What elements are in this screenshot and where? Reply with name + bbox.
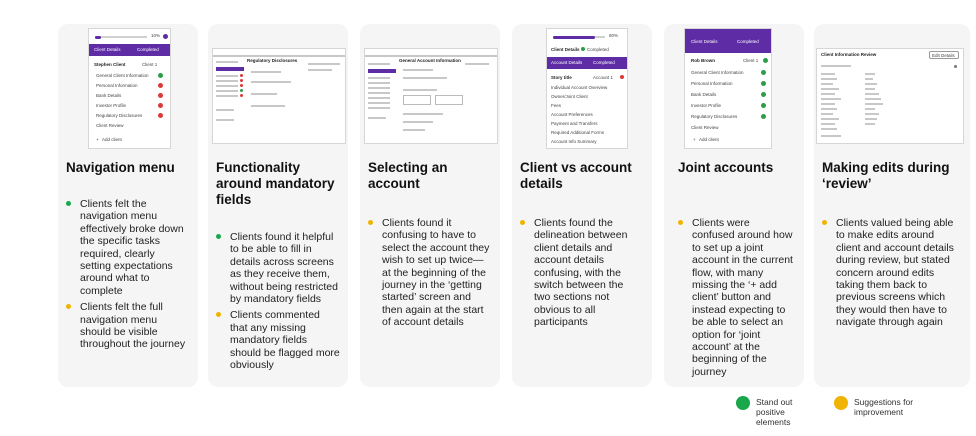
incomplete-status-icon — [158, 83, 163, 88]
menu-item[interactable]: Client Review — [96, 123, 124, 128]
section-heading: Client Information Review — [821, 52, 877, 57]
top-nav — [213, 55, 346, 57]
menu-item[interactable]: Personal Information — [691, 81, 733, 86]
column-client-vs-account — [512, 24, 652, 387]
menu-item[interactable]: Required Additional Forms — [551, 130, 605, 135]
bullet-list — [678, 217, 794, 382]
header-label: Account Details — [551, 60, 583, 65]
menu-item[interactable]: Personal Information — [96, 83, 138, 88]
menu-item[interactable]: Bank Details — [96, 93, 122, 98]
complete-status-icon — [761, 103, 766, 108]
improvement-dot-icon — [822, 220, 827, 225]
section-heading: Regulatory Disclosures — [247, 58, 298, 63]
sidebar-heading — [216, 61, 238, 63]
sidebar-active-item[interactable] — [368, 69, 396, 73]
bullet-list — [822, 217, 958, 333]
account-name: Story title — [551, 75, 572, 80]
complete-status-icon — [761, 81, 766, 86]
bullet-text: Clients found it confusing to have to select the account they wish to set up twice—at the beginning of the journey in the ‘getting started’ screen and then again at the start of account details — [382, 217, 490, 329]
menu-item[interactable]: Owner/Joint Client — [551, 94, 588, 99]
bullet-list — [216, 231, 340, 375]
edit-details-button[interactable] — [929, 51, 959, 59]
menu-item[interactable]: Account Info Summary — [551, 139, 597, 144]
column-mandatory-fields — [208, 24, 348, 387]
bullet-text: Clients valued being able to make edits around client and account details during review, but stated concern around edits taking them back to previous screens which they would then have to navigate through again — [836, 217, 954, 329]
menu-item[interactable]: Fees — [551, 103, 562, 108]
bullet-text: Clients commented that any missing mandatory fields should be flagged more obviously — [230, 309, 340, 372]
client-account-mockup — [546, 28, 628, 149]
bullet-item — [66, 301, 188, 351]
menu-item[interactable]: Payment and Transfers — [551, 121, 598, 126]
account-option[interactable] — [403, 95, 431, 105]
account-option[interactable] — [435, 95, 463, 105]
joint-accounts-mockup — [684, 28, 772, 149]
bullet-item — [520, 217, 642, 329]
add-client-button[interactable]: Add client — [699, 137, 719, 142]
progress-label: 80% — [609, 33, 619, 38]
bullet-item — [368, 217, 490, 329]
bullet-text: Clients felt the full navigation menu should be visible throughout the journey — [80, 301, 186, 351]
complete-status-icon — [581, 47, 585, 51]
improvement-dot-icon — [520, 220, 525, 225]
progress-track — [95, 36, 147, 38]
account-status: Account 1 — [593, 75, 614, 80]
bullet-list — [66, 198, 188, 355]
progress-bar — [95, 36, 101, 39]
progress-label: 10% — [151, 33, 161, 38]
header-status: Completed — [587, 47, 609, 52]
bullet-item — [678, 217, 794, 378]
column-review-edits — [814, 24, 970, 387]
positive-dot-icon — [216, 234, 221, 239]
improvement-legend-label: Suggestions for improvement — [854, 397, 914, 417]
subheader-status: Client 1 — [743, 58, 759, 63]
menu-item[interactable]: Regulatory Disclosures — [96, 113, 143, 118]
header-label: Client Details — [691, 39, 718, 44]
subheader-label: Stephen Client — [94, 62, 126, 67]
column-navigation-menu — [58, 24, 198, 387]
client-details-header[interactable]: Client Details — [551, 47, 580, 52]
bullet-item — [822, 217, 958, 329]
subheader-label: Rob Brown — [691, 58, 715, 63]
header-label: Client Details — [94, 47, 121, 52]
improvement-dot-icon — [678, 220, 683, 225]
complete-status-icon — [761, 92, 766, 97]
bullet-list — [368, 217, 490, 333]
bullet-item — [216, 231, 340, 305]
review-mockup — [816, 48, 964, 144]
improvement-legend-icon — [834, 396, 848, 410]
header-status: Completed — [737, 39, 759, 44]
bullet-list — [520, 217, 642, 333]
improvement-dot-icon — [66, 304, 71, 309]
column-selecting-account — [360, 24, 500, 387]
complete-status-icon — [158, 73, 163, 78]
column-title: Navigation menu — [66, 160, 175, 175]
improvement-dot-icon — [216, 312, 221, 317]
subheader-status: Client 1 — [142, 62, 158, 67]
incomplete-status-icon — [158, 113, 163, 118]
positive-legend-icon — [736, 396, 750, 410]
menu-item[interactable]: Individual Account Overview — [551, 85, 608, 90]
menu-item[interactable]: Bank Details — [691, 92, 717, 97]
progress-dot — [163, 34, 168, 39]
bullet-text: Clients were confused around how to set up a joint account in the current flow, with many missing the ‘+ add client’ button and instead expecting to be able to select an option for ‘joint account’ at the beginning of the journey — [692, 217, 793, 378]
incomplete-status-icon — [620, 75, 624, 79]
menu-item[interactable]: Client Review — [691, 125, 719, 130]
menu-item[interactable]: Regulatory Disclosures — [691, 114, 738, 119]
incomplete-status-icon — [158, 93, 163, 98]
menu-item[interactable]: General Client Information — [96, 73, 149, 78]
column-joint-accounts — [664, 24, 804, 387]
add-icon: + — [693, 137, 696, 142]
complete-status-icon — [761, 70, 766, 75]
column-title: Making edits during ‘review’ — [822, 160, 950, 191]
bullet-text: Clients found the delineation between client details and account details confusing, with the switch between the two sections not obvious to all participants — [534, 217, 628, 329]
menu-item[interactable]: Investor Profile — [96, 103, 127, 108]
mandatory-fields-mockup — [212, 48, 346, 144]
bullet-item — [66, 198, 188, 297]
bullet-text: Clients found it helpful to be able to fill in details across screens as they receive them, without being restricted by mandatory fields — [230, 231, 338, 306]
improvement-dot-icon — [368, 220, 373, 225]
menu-item[interactable]: Investor Profile — [691, 103, 722, 108]
edit-details-label: Edit Details — [932, 53, 955, 58]
positive-legend-label: Stand out positive elements — [756, 397, 793, 427]
menu-item[interactable]: Account Preferences — [551, 112, 593, 117]
column-title: Selecting an account — [368, 160, 448, 191]
complete-status-icon — [761, 114, 766, 119]
column-title: Functionality around mandatory fields — [216, 160, 335, 207]
incomplete-status-icon — [158, 103, 163, 108]
complete-status-icon — [763, 58, 768, 63]
menu-item[interactable]: General Client Information — [691, 70, 744, 75]
sidebar-active-item[interactable] — [216, 67, 244, 71]
positive-dot-icon — [66, 201, 71, 206]
add-icon: + — [96, 137, 99, 142]
header-status: Completed — [593, 60, 615, 65]
column-title: Joint accounts — [678, 160, 774, 175]
bullet-text: Clients felt the navigation menu effectively broke down the specific tasks required, clearly setting expectations around what to complete — [80, 198, 184, 297]
bullet-item — [216, 309, 340, 371]
progress-bar — [553, 36, 595, 39]
navigation-menu-mockup — [88, 28, 171, 149]
add-client-button[interactable]: Add client — [102, 137, 122, 142]
header-status: Completed — [137, 47, 159, 52]
section-heading: General Account Information — [399, 58, 461, 63]
top-nav — [365, 55, 498, 57]
select-account-mockup — [364, 48, 498, 144]
column-title: Client vs account details — [520, 160, 632, 191]
